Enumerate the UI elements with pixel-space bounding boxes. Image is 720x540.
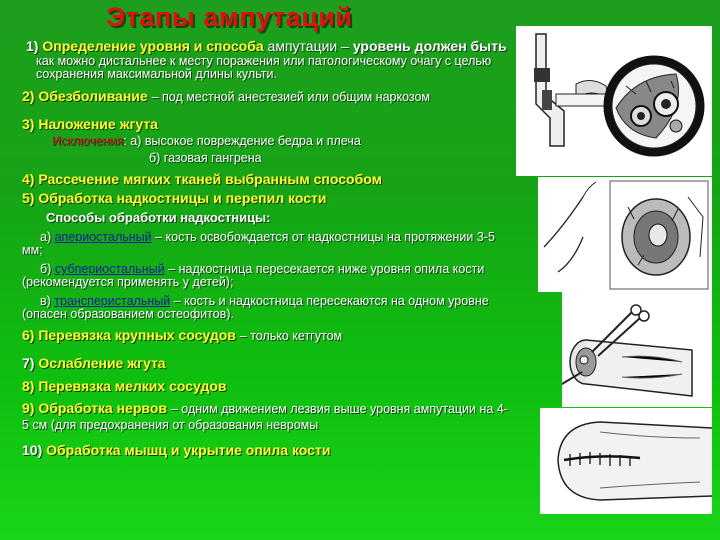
step-10-heading: Обработка мышц и укрытие опила кости (46, 442, 331, 458)
step-7-heading: Ослабление жгута (38, 355, 166, 371)
method-c (22, 295, 512, 321)
step-1-mid: ампутации (267, 38, 338, 54)
step-6 (22, 327, 522, 343)
step-1-heading: Определение уровня и способа (42, 38, 264, 54)
step-1 (26, 38, 522, 54)
step-2-heading: Обезболивание (38, 88, 148, 104)
step-5: 5) Обработка надкостницы и перепил кости (22, 190, 327, 206)
step-2-number: 2) (22, 88, 35, 104)
tourniquet-crosssection-illustration (516, 26, 712, 176)
transperiosteal-link[interactable]: трансперистальный (54, 294, 171, 308)
step-10-number: 10) (22, 442, 43, 458)
step-7 (22, 355, 522, 371)
step-8: 8) Перевязка мелких сосудов (22, 378, 227, 394)
step-3-exception-b: б) газовая гангрена (149, 151, 262, 165)
method-a-text: – кость освобождается от надкостницы на протяжении 3-5 мм; (22, 230, 495, 257)
page-title: Этапы ампутаций (106, 2, 353, 32)
step-1-bold: уровень должен быть (352, 38, 507, 54)
step-9-heading: 9) Обработка нервов (22, 400, 167, 416)
aperiosteal-link[interactable]: апериостальный (54, 230, 152, 244)
method-b-text: – надкостница пересекается ниже уровня опила кости (рекомендуется применять у детей); (22, 262, 485, 289)
step-6-text: – только кетгутом (239, 329, 343, 343)
method-c-prefix: в) (40, 294, 51, 308)
step-2 (22, 88, 522, 104)
step-2-text: – под местной анестезией или общим наркозом (151, 90, 431, 104)
method-a (22, 231, 512, 257)
method-b (22, 263, 512, 289)
subperiosteal-link[interactable]: субпериостальный (54, 262, 165, 276)
exception-a: : а) высокое повреждение бедра и плеча (123, 134, 361, 148)
step-3 (22, 116, 522, 132)
step-3-heading: Наложение жгута (38, 116, 158, 132)
step-4: 4) Рассечение мягких тканей выбранным способом (22, 171, 382, 187)
step-9-text: – одним движением лезвия выше уровня ампутации на 4-5 см (для предохранения от образования невромы (22, 402, 508, 432)
sutured-stump-illustration (540, 408, 712, 514)
step-9 (22, 400, 512, 432)
step-3-exception-a (52, 135, 522, 148)
stump-sketches-illustration (538, 177, 712, 292)
periosteum-methods-heading: Способы обработки надкостницы: (46, 210, 271, 225)
vessel-ligation-illustration (562, 292, 712, 407)
step-6-heading: 6) Перевязка крупных сосудов (22, 327, 236, 343)
step-7-number: 7) (22, 355, 35, 371)
step-1-dash: – (337, 38, 353, 54)
step-1-number: 1) (26, 38, 39, 54)
method-c-text: – кость и надкостница пересекаются на одном уровне (опасен образованием остеофитов). (22, 294, 489, 321)
exceptions-label: Исключения (52, 134, 124, 148)
step-1-text: как можно дистальнее к месту поражения или патологическому очагу с целью сохранения максимальной длины культи. (36, 54, 492, 81)
step-10 (22, 442, 522, 458)
step-3-number: 3) (22, 116, 35, 132)
method-a-prefix: а) (40, 230, 52, 244)
steps-list (22, 38, 522, 458)
method-b-prefix: б) (40, 262, 52, 276)
